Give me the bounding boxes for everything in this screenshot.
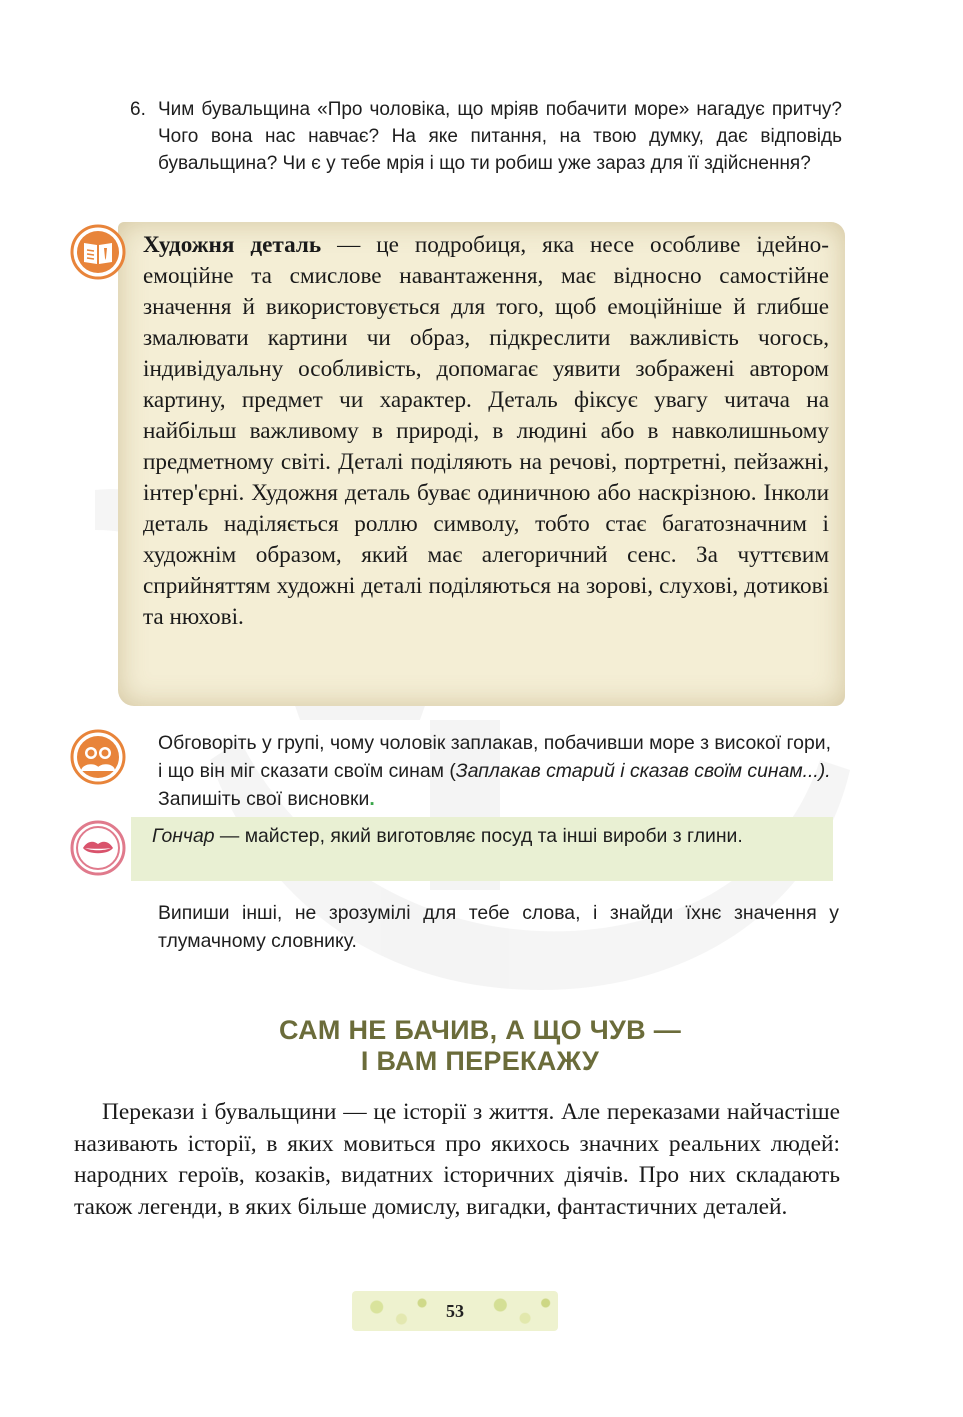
definition-body: — це подробиця, яка несе особливе ідейно-емоційне та смислове навантаження, має відносно самостійне значення й використовується для того, щоб емоційніше й глибше змалювати картини чи образ, підкреслити важливість чогось, індивідуальну особливість, допомагає уявити зображені автором картину, предмет чи характер. Деталь фіксує увагу читача на найбільш важливому в природі, в людині або в навколишньому предметному світі. Деталі поділяють на речові, портретні, пейзажні, інтер'єрні. Художня деталь буває одиничною або наскрізною. Інколи деталь наділяється роллю символу, тобто стає багатозначним і художнім образом, який має алегоричний сенс. За чуттєвим сприйняттям художні деталі поділяються на зорові, слухові, дотикові та нюхові. [143,232,829,630]
question-text: Чим бувальщина «Про чоловіка, що мріяв побачити море» нагадує притчу? Чого вона нас навчає? На яке питання, на твою думку, дає відповідь бувальщина? Чи є у тебе мрія і що ти робиш уже зараз для її здійснення? [158,99,842,174]
glossary-entry [152,822,824,850]
discussion-text: Обговоріть у групі, чому чоловік заплакав, побачивши море з високої гори, і що він міг сказати своїм синам ( [158,732,831,782]
definition-text [143,230,829,633]
glossary-definition: — майстер, який виготовляє посуд та інші вироби з глини. [214,825,743,847]
group-discussion-icon [70,729,126,785]
glossary-term: Гончар [152,825,215,847]
question-6 [130,96,842,177]
vocabulary-task: Випиши інші, не зрозумілі для тебе слова, і знайди їхнє значення у тлумачному словнику. [158,902,839,952]
page-number: 53 [446,1301,464,1321]
discussion-task [158,729,839,813]
section-heading-line1: САМ НЕ БАЧИВ, А ЩО ЧУВ — [278,1015,681,1045]
question-number: 6. [130,99,146,120]
page-number-ornament [352,1291,558,1331]
vocabulary-lips-icon [70,820,126,876]
green-mark: . [369,788,375,810]
section-heading [130,1015,830,1077]
section-heading-line2: І ВАМ ПЕРЕКАЖУ [360,1046,600,1076]
discussion-text-end: Запишіть свої висновки [158,788,370,810]
discussion-quote: Заплакав старий і сказав своїм синам...). [455,760,831,782]
section-paragraph: Перекази і бувальщини — це історії з життя. Але переказами найчастіше називають історії, в яких мовиться про якихось значних реальних людей: народних героїв, козаків, видатних історичних діячів. Про них складають також легенди, в яких більше домислу, вигадки, фантастичних деталей. [74,1099,840,1220]
book-pen-icon [70,224,126,280]
definition-term: Художня деталь [143,232,322,258]
